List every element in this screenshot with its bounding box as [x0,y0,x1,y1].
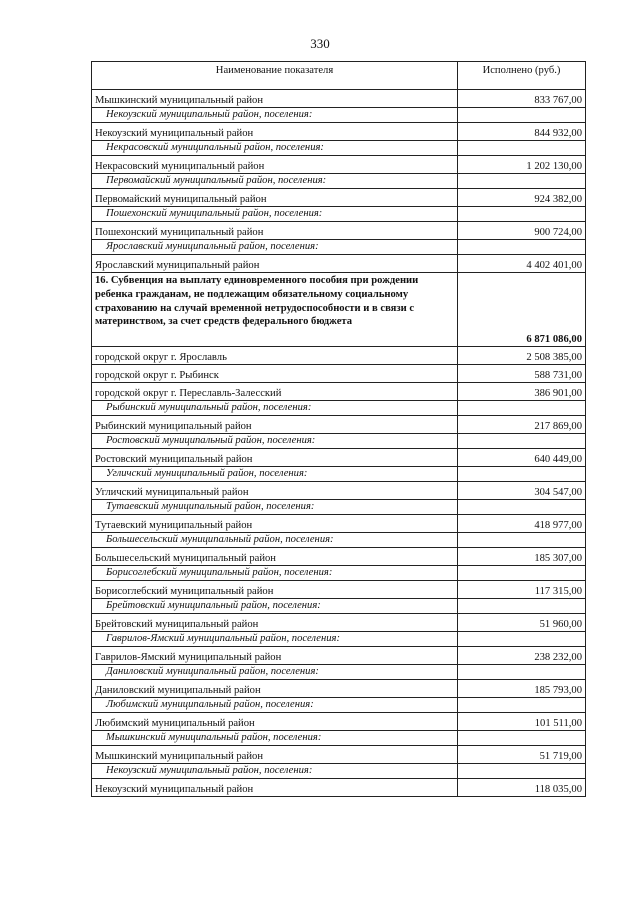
indicator-name: Гаврилов-Ямский муниципальный район [92,647,458,665]
indicator-name: городской округ г. Переславль-Залесский [92,383,458,401]
table-row [92,581,586,599]
executed-amount: 924 382,00 [458,189,586,207]
indicator-name: Мышкинский муниципальный район [92,746,458,764]
executed-amount: 6 871 086,00 [458,273,586,347]
subheader-row [92,108,586,123]
subheader-row [92,764,586,779]
page-number: 330 [310,36,330,51]
table-row [92,779,586,797]
indicator-name: Ярославский муниципальный район, поселения: [92,240,458,255]
indicator-name: Рыбинский муниципальный район, поселения: [92,401,458,416]
indicator-name: Пошехонский муниципальный район, поселения: [92,207,458,222]
subheader-row [92,632,586,647]
indicator-name: Брейтовский муниципальный район [92,614,458,632]
table-row [92,515,586,533]
indicator-name: Брейтовский муниципальный район, поселения: [92,599,458,614]
table-row [92,123,586,141]
indicator-name: Рыбинский муниципальный район [92,416,458,434]
executed-amount [458,632,586,647]
executed-amount: 418 977,00 [458,515,586,533]
subheader-row [92,141,586,156]
executed-amount: 101 511,00 [458,713,586,731]
table-row [92,713,586,731]
table-row [92,189,586,207]
table-row [92,383,586,401]
subheader-row [92,599,586,614]
indicator-name: Любимский муниципальный район, поселения: [92,698,458,713]
indicator-name: Пошехонский муниципальный район [92,222,458,240]
table-row [92,365,586,383]
executed-amount: 118 035,00 [458,779,586,797]
section-row [92,273,586,347]
indicator-name: Первомайский муниципальный район [92,189,458,207]
executed-amount [458,698,586,713]
indicator-name: Гаврилов-Ямский муниципальный район, поселения: [92,632,458,647]
executed-amount: 1 202 130,00 [458,156,586,174]
indicator-name: Тутаевский муниципальный район [92,515,458,533]
header-value: Исполнено (руб.) [458,62,586,90]
table-row [92,222,586,240]
executed-amount: 185 307,00 [458,548,586,566]
executed-amount: 4 402 401,00 [458,255,586,273]
subheader-row [92,665,586,680]
subheader-row [92,401,586,416]
executed-amount [458,764,586,779]
indicator-name: Мышкинский муниципальный район, поселения: [92,731,458,746]
indicator-name: Тутаевский муниципальный район, поселения: [92,500,458,515]
executed-amount: 386 901,00 [458,383,586,401]
executed-amount: 51 960,00 [458,614,586,632]
executed-amount: 117 315,00 [458,581,586,599]
executed-amount: 640 449,00 [458,449,586,467]
subheader-row [92,174,586,189]
indicator-name: Некрасовский муниципальный район [92,156,458,174]
executed-amount [458,434,586,449]
indicator-name: Борисоглебский муниципальный район, поселения: [92,566,458,581]
subheader-row [92,500,586,515]
executed-amount [458,207,586,222]
subheader-row [92,467,586,482]
subheader-row [92,240,586,255]
executed-amount [458,174,586,189]
indicator-name: Угличский муниципальный район, поселения: [92,467,458,482]
subheader-row [92,434,586,449]
indicator-name: городской округ г. Ярославль [92,347,458,365]
executed-amount [458,665,586,680]
executed-amount: 217 869,00 [458,416,586,434]
table-row [92,680,586,698]
subheader-row [92,533,586,548]
indicator-name: Первомайский муниципальный район, поселения: [92,174,458,189]
indicator-name: Борисоглебский муниципальный район [92,581,458,599]
executed-amount: 844 932,00 [458,123,586,141]
executed-amount: 304 547,00 [458,482,586,500]
table-row [92,449,586,467]
indicator-name: Даниловский муниципальный район [92,680,458,698]
table-row [92,156,586,174]
indicator-name: Угличский муниципальный район [92,482,458,500]
indicator-name: Даниловский муниципальный район, поселения: [92,665,458,680]
subheader-row [92,698,586,713]
executed-amount [458,467,586,482]
table-header-row [92,62,586,90]
executed-amount [458,108,586,123]
indicator-name: Ярославский муниципальный район [92,255,458,273]
executed-amount: 238 232,00 [458,647,586,665]
table-row [92,90,586,108]
executed-amount [458,240,586,255]
table-body [92,90,586,797]
indicator-name: Большесельский муниципальный район [92,548,458,566]
table-row [92,416,586,434]
indicator-name: Мышкинский муниципальный район [92,90,458,108]
subheader-row [92,731,586,746]
indicator-name: Некоузский муниципальный район, поселения: [92,108,458,123]
indicator-name: Некоузский муниципальный район [92,123,458,141]
executed-amount [458,731,586,746]
indicator-name: 16. Субвенция на выплату единовременного пособия при рождении ребенка гражданам, не подлежащим обязательному социальному страхованию на случай временной нетрудоспособности и в связи с материнством, за счет средств федерального бюджета [92,273,458,347]
executed-amount: 2 508 385,00 [458,347,586,365]
indicator-name: городской округ г. Рыбинск [92,365,458,383]
executed-amount: 185 793,00 [458,680,586,698]
indicator-name: Ростовский муниципальный район, поселения: [92,434,458,449]
table-row [92,347,586,365]
subheader-row [92,566,586,581]
table-row [92,746,586,764]
table-row [92,614,586,632]
subheader-row [92,207,586,222]
executed-amount [458,401,586,416]
executed-amount: 833 767,00 [458,90,586,108]
indicator-name: Большесельский муниципальный район, поселения: [92,533,458,548]
table-row [92,647,586,665]
executed-amount [458,599,586,614]
indicator-name: Ростовский муниципальный район [92,449,458,467]
executed-amount: 900 724,00 [458,222,586,240]
executed-amount [458,533,586,548]
indicator-name: Некоузский муниципальный район [92,779,458,797]
indicator-name: Любимский муниципальный район [92,713,458,731]
executed-amount: 588 731,00 [458,365,586,383]
indicator-name: Некрасовский муниципальный район, поселения: [92,141,458,156]
table-row [92,255,586,273]
table-row [92,482,586,500]
executed-amount [458,141,586,156]
executed-amount: 51 719,00 [458,746,586,764]
table-row [92,548,586,566]
header-name: Наименование показателя [92,62,458,90]
executed-amount [458,566,586,581]
indicator-name: Некоузский муниципальный район, поселения: [92,764,458,779]
executed-amount [458,500,586,515]
report-table [91,61,586,797]
